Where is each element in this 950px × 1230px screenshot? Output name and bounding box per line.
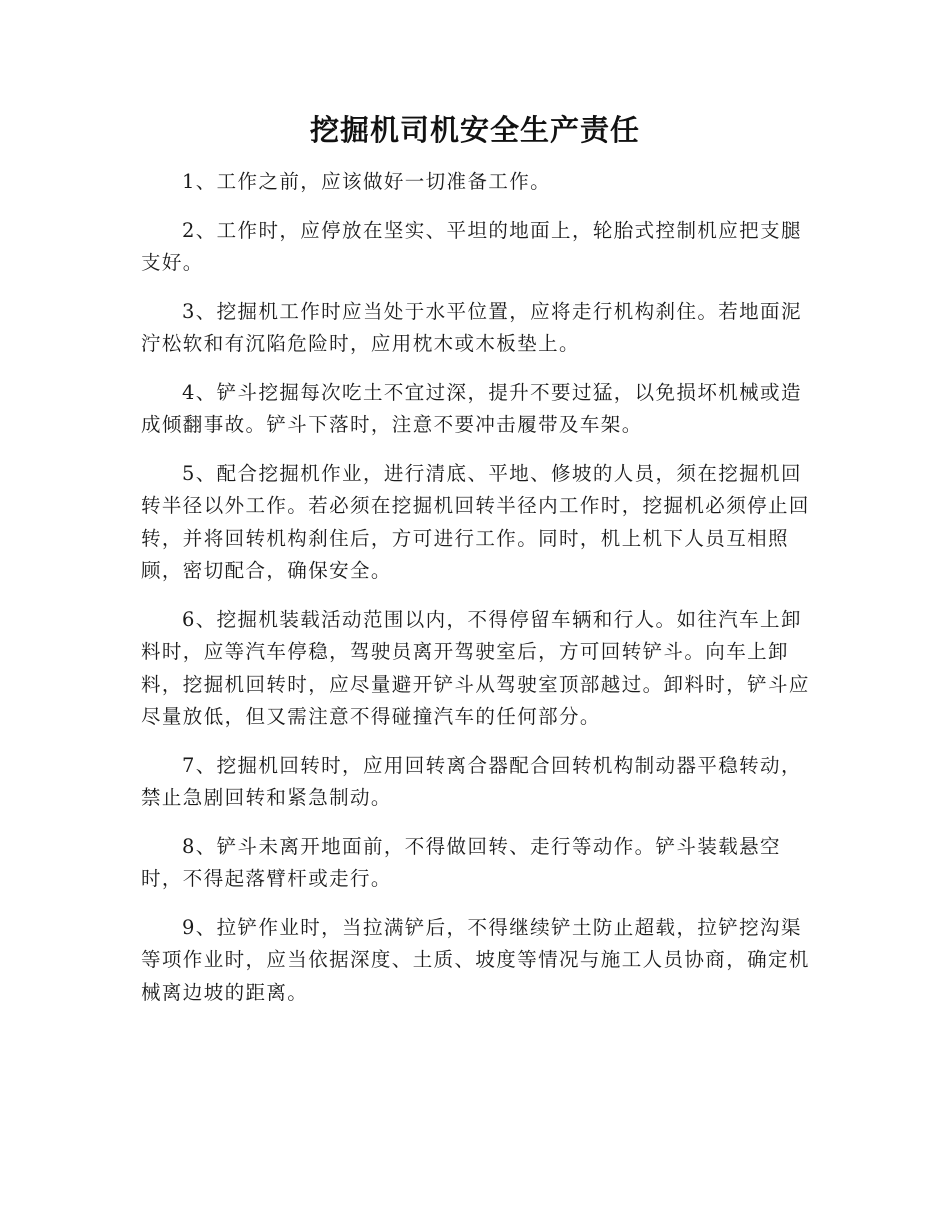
paragraph-8: 8、铲斗未离开地面前，不得做回转、走行等动作。铲斗装载悬空时，不得起落臂杆或走行。 [141,834,781,890]
paragraph-3: 3、挖掘机工作时应当处于水平位置，应将走行机构刹住。若地面泥泞松软和有沉陷危险时，应用枕木或木板垫上。 [141,299,802,355]
paragraph-4: 4、铲斗挖掘每次吃土不宜过深，提升不要过猛，以免损坏机械或造成倾翻事故。铲斗下落时，注意不要冲击履带及车架。 [141,380,802,436]
paragraph-9: 9、拉铲作业时，当拉满铲后，不得继续铲土防止超载，拉铲挖沟渠等项作业时，应当依据深度、土质、坡度等情况与施工人员协商，确定机械离边坡的距离。 [141,915,810,1004]
paragraph-1: 1、工作之前，应该做好一切准备工作。 [181,170,552,193]
paragraph-7: 7、挖掘机回转时，应用回转离合器配合回转机构制动器平稳转动，禁止急剧回转和紧急制动。 [141,753,802,809]
document-body [141,166,813,1025]
paragraph-2: 2、工作时，应停放在坚实、平坦的地面上，轮胎式控制机应把支腿支好。 [141,218,802,274]
document-title: 挖掘机司机安全生产责任 [309,113,640,147]
paragraph-5: 5、配合挖掘机作业，进行清底、平地、修坡的人员，须在挖掘机回转半径以外工作。若必须在挖掘机回转半径内工作时，挖掘机必须停止回转，并将回转机构刹住后，方可进行工作。同时，机上机下人员互相照顾，密切配合，确保安全。 [141,461,810,582]
paragraph-6: 6、挖掘机装载活动范围以内，不得停留车辆和行人。如往汽车上卸料时，应等汽车停稳，驾驶员离开驾驶室后，方可回转铲斗。向车上卸料，挖掘机回转时，应尽量避开铲斗从驾驶室顶部越过。卸料时，铲斗应尽量放低，但又需注意不得碰撞汽车的任何部分。 [141,607,810,728]
